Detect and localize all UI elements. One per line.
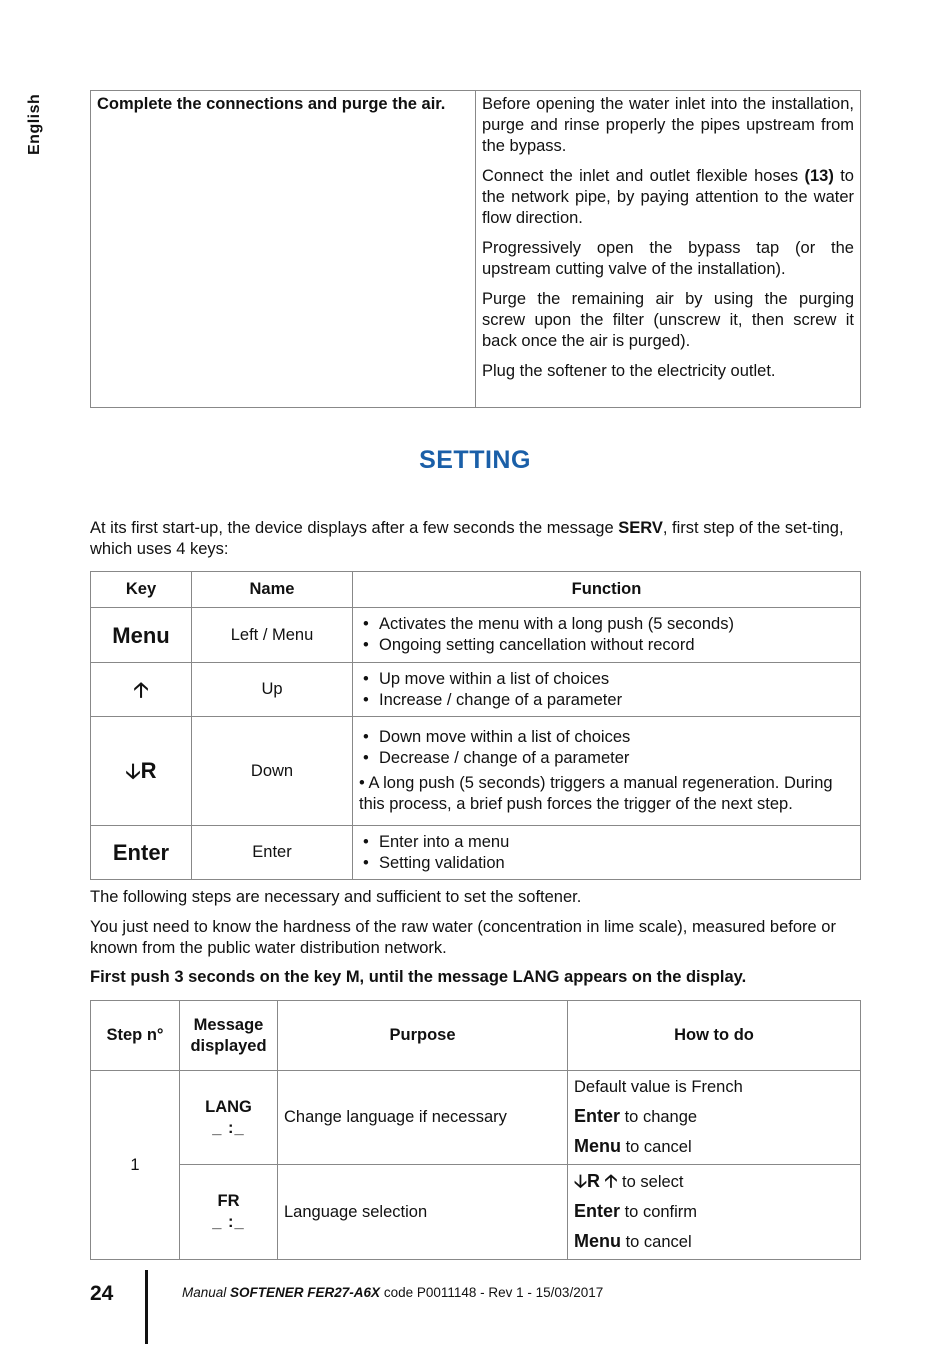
- how-line: [574, 1132, 854, 1162]
- key-function: [353, 826, 861, 880]
- key-function: [353, 717, 861, 826]
- how-text: to confirm: [620, 1203, 698, 1221]
- connections-table: [90, 90, 861, 408]
- header-function: Function: [353, 572, 861, 608]
- key-menu: Menu: [91, 608, 192, 663]
- key-row-up: [91, 663, 861, 717]
- hoses-suffix: to: [833, 167, 854, 185]
- header-key: Key: [91, 572, 192, 608]
- how-text: to select: [617, 1173, 684, 1191]
- footer-product: SOFTENER FER27-A6X: [230, 1285, 381, 1300]
- keys-table: [90, 571, 861, 880]
- header-name: Name: [192, 572, 353, 608]
- step-purpose: Change language if necessary: [278, 1071, 568, 1165]
- key-name: Down: [192, 717, 353, 826]
- key-row-enter: [91, 826, 861, 880]
- steps-table: [90, 1000, 861, 1260]
- instruction-connect-hoses: [482, 166, 854, 229]
- setting-heading: SETTING: [419, 446, 531, 474]
- key-down: [91, 717, 192, 826]
- header-message: Message displayed: [180, 1001, 278, 1071]
- enter-key-label: Enter: [574, 1201, 621, 1221]
- intro-text-end: , first step of the set-ting, which uses 4 keys:: [90, 519, 844, 558]
- first-push-text: First push 3 seconds on the key M, until the message LANG appears on the display.: [90, 968, 747, 986]
- footer-prefix: Manual: [182, 1285, 231, 1300]
- footer-manual-ref: [182, 1282, 603, 1303]
- message-display-sub: _ :_: [212, 1118, 245, 1137]
- keys-header-row: [91, 572, 861, 608]
- function-item: • Up move within a list of choices: [359, 669, 854, 690]
- function-item: • Increase / change of a parameter: [359, 690, 854, 711]
- how-text: to cancel: [621, 1138, 692, 1156]
- how-line: Default value is French: [574, 1078, 743, 1096]
- up-arrow-icon: 🡡: [604, 1171, 618, 1191]
- key-down-suffix: R: [140, 758, 157, 783]
- menu-key-label: Menu: [574, 1231, 621, 1251]
- instruction-open-bypass: Progressively open the bypass tap (or the upstream cutting valve of the installation).: [482, 239, 854, 278]
- message-code: FR: [217, 1192, 240, 1210]
- hoses-ref: (13): [804, 167, 834, 185]
- key-name: Up: [192, 663, 353, 717]
- intro-serv: SERV: [618, 519, 663, 537]
- hoses-text: Connect the inlet and outlet flexible hoses: [482, 167, 805, 185]
- step-row-lang: [91, 1071, 861, 1165]
- key-up: [91, 663, 192, 717]
- up-arrow-icon: 🡡: [133, 678, 149, 702]
- key-row-menu: [91, 608, 861, 663]
- message-displayed: [180, 1165, 278, 1260]
- how-text: to change: [620, 1108, 698, 1126]
- header-step: Step n°: [91, 1001, 180, 1071]
- function-item: • Down move within a list of choices: [359, 727, 854, 748]
- setting-intro: [90, 518, 861, 560]
- steps-header-row: [91, 1001, 861, 1071]
- page-number: 24: [90, 1282, 114, 1305]
- down-arrow-icon: 🡣: [574, 1171, 587, 1191]
- key-row-down: [91, 717, 861, 826]
- instruction-plug: Plug the softener to the electricity outlet.: [482, 362, 776, 380]
- language-side-label: English: [26, 93, 43, 155]
- hoses-continued: the network pipe, by paying attention to the water flow direction.: [482, 188, 854, 227]
- menu-key-label: Menu: [574, 1136, 621, 1156]
- how-line: [574, 1102, 854, 1132]
- message-code: LANG: [205, 1097, 252, 1116]
- function-item: • Activates the menu with a long push (5 seconds): [359, 614, 854, 635]
- key-name: Enter: [192, 826, 353, 880]
- instruction-purge-air: Purge the remaining air by using the purging screw upon the filter (unscrew it, then screw it back once the air is purged).: [482, 290, 854, 350]
- key-function: [353, 663, 861, 717]
- footer-code: code P0011148 - Rev 1 - 15/03/2017: [380, 1285, 604, 1300]
- function-item: • Decrease / change of a parameter: [359, 748, 854, 769]
- function-item: • A long push (5 seconds) triggers a manual regeneration. During this process, a brief push forces the trigger of the next step.: [359, 774, 833, 813]
- following-steps-text: The following steps are necessary and sufficient to set the softener.: [90, 888, 582, 906]
- function-item: • Setting validation: [359, 853, 854, 874]
- header-how: How to do: [568, 1001, 861, 1071]
- key-function: [353, 608, 861, 663]
- step-row-fr: [91, 1165, 861, 1260]
- connections-instructions: [476, 91, 861, 408]
- connections-step-title: Complete the connections and purge the air.: [91, 91, 476, 408]
- key-enter: Enter: [91, 826, 192, 880]
- instruction-purge-pipes: Before opening the water inlet into the installation, purge and rinse properly the pipes upstream from the bypass.: [482, 95, 854, 155]
- message-display-sub: _ :_: [212, 1213, 245, 1231]
- step-how: [568, 1071, 861, 1165]
- intro-text: At its first start-up, the device displays after a few seconds the message: [90, 519, 619, 537]
- r-key-label: R: [586, 1171, 600, 1191]
- step-number: 1: [91, 1071, 180, 1260]
- step-how: [568, 1165, 861, 1260]
- enter-key-label: Enter: [574, 1106, 621, 1126]
- key-name: Left / Menu: [192, 608, 353, 663]
- how-line: [574, 1197, 854, 1227]
- function-item: • Enter into a menu: [359, 832, 854, 853]
- step-purpose: Language selection: [278, 1165, 568, 1260]
- message-displayed: [180, 1071, 278, 1165]
- function-item: • Ongoing setting cancellation without record: [359, 635, 854, 656]
- footer-divider: [145, 1270, 148, 1344]
- how-text: to cancel: [621, 1233, 692, 1251]
- how-line: [574, 1227, 854, 1257]
- header-purpose: Purpose: [278, 1001, 568, 1071]
- down-arrow-icon: 🡣: [125, 760, 141, 783]
- hardness-text: You just need to know the hardness of the raw water (concentration in lime scale), measured before or known from the public water distribution network.: [90, 918, 836, 957]
- how-line: [574, 1167, 854, 1197]
